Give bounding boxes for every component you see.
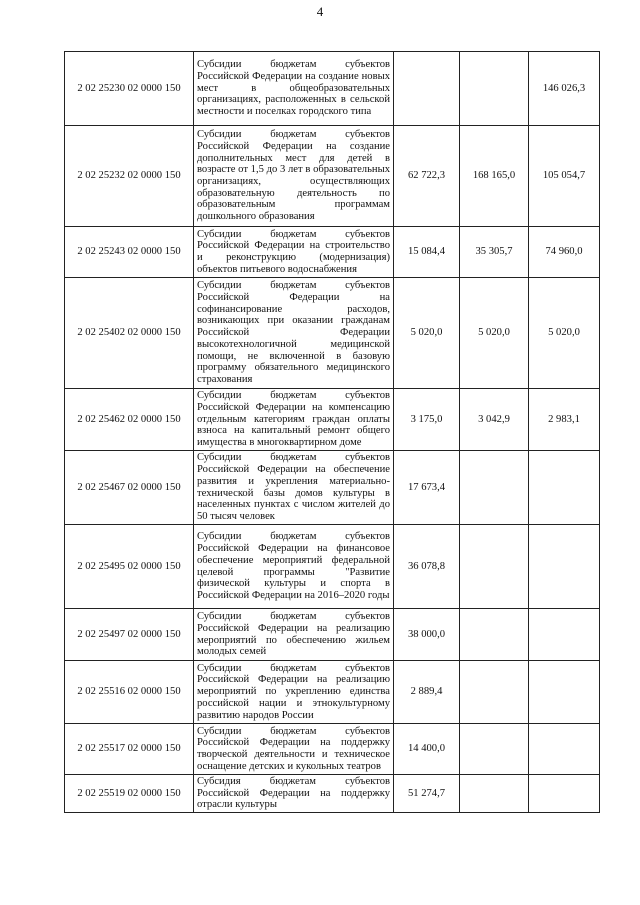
value-cell xyxy=(394,52,460,126)
value-cell: 36 078,8 xyxy=(394,525,460,609)
row-description: Субсидия бюджетам субъектов Российской Федерации на поддержку отрасли культуры xyxy=(194,775,394,813)
value-cell: 2 889,4 xyxy=(394,661,460,724)
row-description: Субсидии бюджетам субъектов Российской Федерации на финансовое обеспечение мероприятий федеральной целевой программы "Развитие физической культуры и спорта в Российской Федерации на 2016–2020 годы xyxy=(194,525,394,609)
value-cell xyxy=(529,525,600,609)
budget-code: 2 02 25402 02 0000 150 xyxy=(65,278,194,389)
value-cell: 146 026,3 xyxy=(529,52,600,126)
budget-code: 2 02 25519 02 0000 150 xyxy=(65,775,194,813)
value-cell: 3 042,9 xyxy=(460,389,529,451)
value-cell xyxy=(460,775,529,813)
row-description: Субсидии бюджетам субъектов Российской Федерации на реализацию мероприятий по укреплению единства российской нации и этнокультурному развитию народов России xyxy=(194,661,394,724)
budget-table xyxy=(64,51,600,813)
table-row xyxy=(65,52,600,126)
table-row xyxy=(65,126,600,227)
value-cell: 5 020,0 xyxy=(529,278,600,389)
value-cell xyxy=(529,451,600,525)
budget-code: 2 02 25467 02 0000 150 xyxy=(65,451,194,525)
table-row xyxy=(65,609,600,661)
value-cell: 168 165,0 xyxy=(460,126,529,227)
table-row xyxy=(65,227,600,278)
value-cell: 35 305,7 xyxy=(460,227,529,278)
value-cell xyxy=(460,661,529,724)
row-description: Субсидии бюджетам субъектов Российской Федерации на софинансирование расходов, возникающих при оказании гражданам Российской Федерации высокотехнологичной медицинской помощи, не включенной в базовую программу обязательного медицинского страхования xyxy=(194,278,394,389)
budget-code: 2 02 25516 02 0000 150 xyxy=(65,661,194,724)
budget-code: 2 02 25517 02 0000 150 xyxy=(65,724,194,775)
value-cell: 2 983,1 xyxy=(529,389,600,451)
budget-code: 2 02 25462 02 0000 150 xyxy=(65,389,194,451)
table-row xyxy=(65,724,600,775)
value-cell xyxy=(460,451,529,525)
value-cell: 105 054,7 xyxy=(529,126,600,227)
table-row xyxy=(65,661,600,724)
row-description: Субсидии бюджетам субъектов Российской Федерации на создание новых мест в общеобразовательных организациях, расположенных в сельской местности и поселках городского типа xyxy=(194,52,394,126)
value-cell xyxy=(460,609,529,661)
table-row xyxy=(65,775,600,813)
table-row xyxy=(65,525,600,609)
value-cell: 62 722,3 xyxy=(394,126,460,227)
value-cell: 15 084,4 xyxy=(394,227,460,278)
budget-code: 2 02 25243 02 0000 150 xyxy=(65,227,194,278)
budget-code: 2 02 25232 02 0000 150 xyxy=(65,126,194,227)
row-description: Субсидии бюджетам субъектов Российской Федерации на строительство и реконструкцию (модернизация) объектов питьевого водоснабжения xyxy=(194,227,394,278)
value-cell xyxy=(529,661,600,724)
value-cell: 3 175,0 xyxy=(394,389,460,451)
value-cell xyxy=(529,609,600,661)
budget-code: 2 02 25230 02 0000 150 xyxy=(65,52,194,126)
table-row xyxy=(65,451,600,525)
row-description: Субсидии бюджетам субъектов Российской Федерации на поддержку творческой деятельности и техническое оснащение детских и кукольных театров xyxy=(194,724,394,775)
value-cell xyxy=(529,724,600,775)
page-number: 4 xyxy=(316,4,324,19)
row-description: Субсидии бюджетам субъектов Российской Федерации на создание дополнительных мест для детей в возрасте от 1,5 до 3 лет в образовательных организациях, осуществляющих образовательную деятельность по образовательным программам дошкольного образования xyxy=(194,126,394,227)
table-row xyxy=(65,278,600,389)
row-description: Субсидии бюджетам субъектов Российской Федерации на компенсацию отдельным категориям граждан оплаты взноса на капитальный ремонт общего имущества в многоквартирном доме xyxy=(194,389,394,451)
value-cell: 14 400,0 xyxy=(394,724,460,775)
value-cell xyxy=(460,525,529,609)
value-cell: 74 960,0 xyxy=(529,227,600,278)
value-cell: 5 020,0 xyxy=(460,278,529,389)
value-cell xyxy=(460,724,529,775)
budget-code: 2 02 25495 02 0000 150 xyxy=(65,525,194,609)
value-cell xyxy=(529,775,600,813)
row-description: Субсидии бюджетам субъектов Российской Федерации на реализацию мероприятий по обеспечению жильем молодых семей xyxy=(194,609,394,661)
table-row xyxy=(65,389,600,451)
value-cell xyxy=(460,52,529,126)
value-cell: 17 673,4 xyxy=(394,451,460,525)
row-description: Субсидии бюджетам субъектов Российской Федерации на обеспечение развития и укрепления материально-технической базы домов культуры в населенных пунктах с числом жителей до 50 тысяч человек xyxy=(194,451,394,525)
value-cell: 51 274,7 xyxy=(394,775,460,813)
budget-code: 2 02 25497 02 0000 150 xyxy=(65,609,194,661)
value-cell: 5 020,0 xyxy=(394,278,460,389)
value-cell: 38 000,0 xyxy=(394,609,460,661)
